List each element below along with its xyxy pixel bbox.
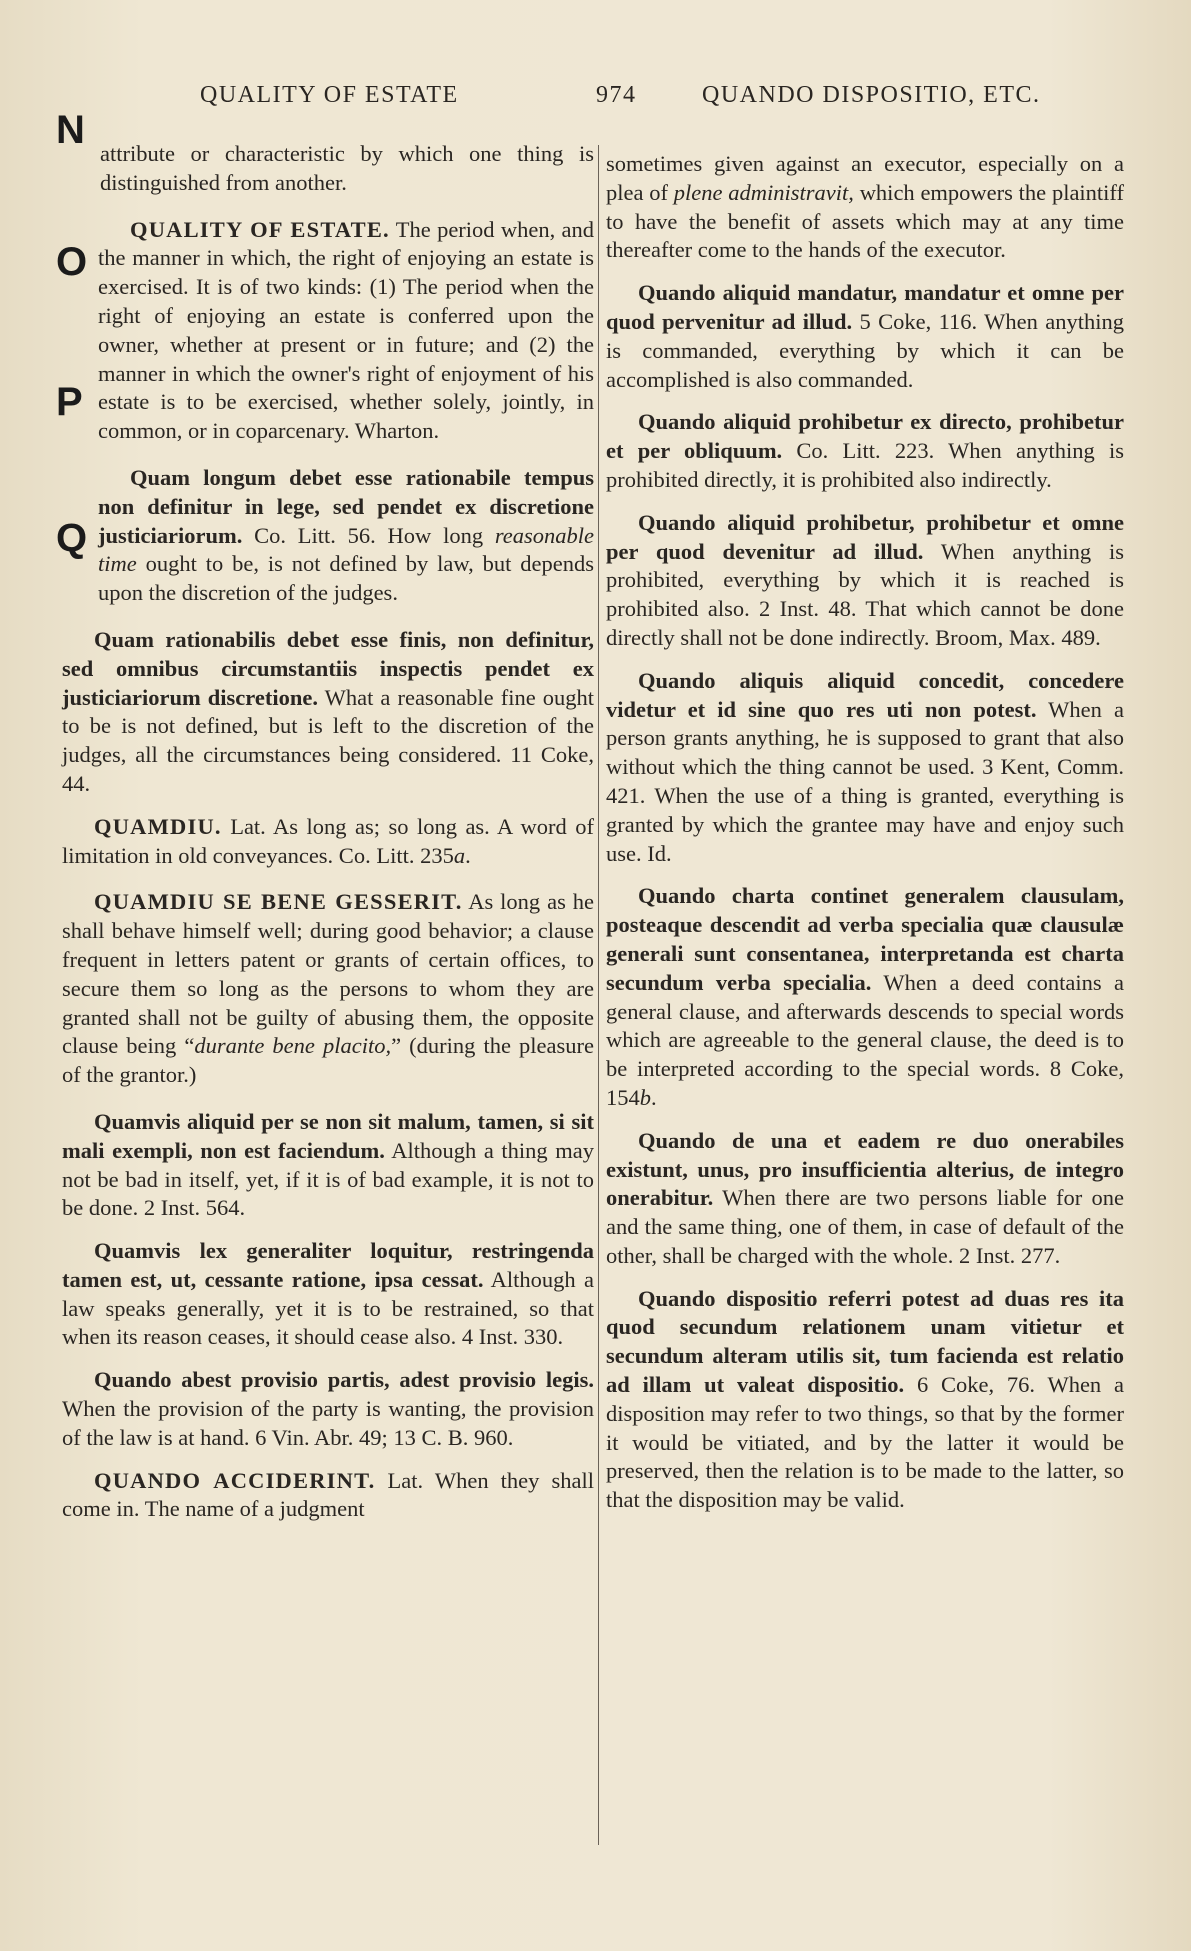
entry-term: QUAMDIU SE BENE GESSERIT. bbox=[94, 889, 463, 915]
right-column bbox=[606, 140, 1124, 1515]
entry-term: Quando abest provisio partis, adest provisio legis. bbox=[94, 1367, 594, 1393]
entry-term: QUALITY OF ESTATE. bbox=[130, 216, 390, 242]
entry-text: attribute or characteristic by which one thing is distinguished from another. bbox=[100, 141, 594, 195]
entry-text: 6 Coke, 76. When a disposition may refer to two things, so that by the former it would be vitiated, and by the latter it would be preserved, then the relation is to be made to the latter, so that the disposition may be valid. bbox=[606, 1372, 1124, 1513]
entry-quamdiu-se-bene-gesserit bbox=[62, 888, 594, 1090]
entry-quam-longum bbox=[98, 464, 594, 608]
entry-term: Quando aliquid prohibetur ex directo, prohibetur et per obliquum. bbox=[606, 409, 1124, 464]
continued-entry-text bbox=[606, 150, 1124, 265]
entry-quamvis-lex bbox=[62, 1237, 594, 1352]
entry-quando-aliquis bbox=[606, 667, 1124, 869]
entry-quamvis-aliquid bbox=[62, 1108, 594, 1223]
running-header bbox=[0, 82, 1191, 122]
entry-text: The period when, and the manner in which, the right of enjoying an estate is exercised. It is of two kinds: (1) The period when the right of enjoying an estate is conferred upon the owner, whether at present or in future; and (2) the manner in which the owner's right of enjoyment of his estate is to be exercised, whether solely, jointly, in common, or in coparcenary. Wharton. bbox=[98, 216, 594, 444]
entry-quando-abest bbox=[62, 1366, 594, 1452]
entry-italic: a bbox=[453, 842, 466, 868]
entry-text: Although a thing may not be bad in itself, yet, if it is of bad example, it is not to be done. 2 Inst. 564. bbox=[62, 1137, 594, 1221]
entry-text: When there are two persons liable for one and the same thing, one of them, in case of default of the other, shall be charged with the whole. 2 Inst. 277. bbox=[606, 1185, 1124, 1268]
entry-term: Quando aliquid mandatur, mandatur et omne per quod pervenitur ad illud. bbox=[606, 280, 1124, 334]
entry-quando-aliquid-mandatur bbox=[606, 279, 1124, 394]
entry-text: sometimes given against an executor, especially on a plea of bbox=[606, 151, 1124, 205]
entry-term: Quando aliquid prohibetur, prohibetur et omne per quod devenitur ad illud. bbox=[606, 509, 1124, 564]
entry-text: When anything is prohibited, everything by which it is reached is prohibited also. 2 Inst. 48. That which cannot be done directly shall not be done indirectly. Broom, Max. 489. bbox=[606, 538, 1124, 650]
entry-quando-dispositio bbox=[606, 1285, 1124, 1515]
thumb-index-letter: Q bbox=[56, 516, 88, 560]
entry-term: Quam rationabilis debet esse finis, non definitur, sed omnibus circumstantiis inspectis pendet ex justiciariorum discretione. bbox=[62, 626, 594, 710]
entry-text: ought to be, is not defined by law, but depends upon the discretion of the judges. bbox=[98, 551, 595, 606]
entry-quam-rationabilis bbox=[62, 626, 594, 799]
entry-quality-of-estate bbox=[98, 216, 594, 446]
entry-quando-aliquid-prohibetur bbox=[606, 509, 1124, 653]
entry-italic: b bbox=[639, 1084, 651, 1110]
page-number: 974 bbox=[596, 82, 637, 108]
thumb-index-letter: N bbox=[56, 108, 85, 152]
thumb-index-letter: O bbox=[56, 240, 88, 284]
thumb-index-letter: P bbox=[56, 380, 83, 424]
left-column bbox=[62, 140, 594, 1524]
entry-term: QUAMDIU. bbox=[94, 813, 222, 839]
entry-quando-charta bbox=[606, 882, 1124, 1112]
entry-text: When the provision of the party is wanting, the provision of the law is at hand. 6 Vin. Abr. 49; 13 C. B. 960. bbox=[62, 1396, 594, 1450]
entry-term: Quamvis lex generaliter loquitur, restringenda tamen est, ut, cessante ratione, ipsa cessat. bbox=[62, 1238, 594, 1292]
entry-quando-aliquid-prohibetur-ex-directo bbox=[606, 408, 1124, 494]
entry-text: which empowers the plaintiff to have the benefit of assets which may at any time thereafter come to the hands of the executor. bbox=[606, 179, 1125, 263]
entry-text: 5 Coke, 116. When anything is commanded, everything by which it can be accomplished is also commanded. bbox=[606, 308, 1124, 392]
entry-text: When a deed contains a general clause, and afterwards descends to special words which are agreeable to the general clause, the deed is to be interpreted according to the special words. 8 Coke, 154 bbox=[606, 969, 1125, 1110]
entry-italic: reasonable time bbox=[98, 522, 594, 577]
entry-italic: plene administravit, bbox=[673, 179, 854, 205]
entry-text: Lat. When they shall come in. The name of a judgment bbox=[62, 1467, 595, 1522]
entry-term: Quam longum debet esse rationabile tempus non definitur in lege, sed pendet ex discretione justiciariorum. bbox=[98, 464, 594, 548]
header-left-guide-word: QUALITY OF ESTATE bbox=[200, 82, 459, 108]
entry-text: Co. Litt. 56. How long bbox=[254, 522, 484, 548]
entry-quando-acciderint bbox=[62, 1467, 594, 1525]
header-right-guide-word: QUANDO DISPOSITIO, ETC. bbox=[702, 82, 1041, 108]
entry-text: ” (during the pleasure of the grantor.) bbox=[62, 1033, 594, 1088]
entry-text: When a person grants anything, he is supposed to grant that also without which the thing cannot be used. 3 Kent, Comm. 421. When the use of a thing is granted, everything is granted by which the grantee may have and enjoy such use. Id. bbox=[606, 696, 1124, 866]
entry-text: As long as he shall behave himself well; during good behavior; a clause frequent in letters patent or grants of certain offices, to secure them so long as the persons to whom they are granted shall not be guilty of abusing them, the opposite clause being “ bbox=[62, 889, 594, 1059]
entry-text: . bbox=[465, 842, 471, 868]
entry-text: What a reasonable fine ought to be is not defined, but is left to the discretion of the judges, all the circumstances being considered. 11 Coke, 44. bbox=[62, 684, 595, 796]
entry-term: QUANDO ACCIDERINT. bbox=[94, 1467, 376, 1493]
entry-term: Quamvis aliquid per se non sit malum, tamen, si sit mali exempli, non est faciendum. bbox=[62, 1108, 594, 1163]
entry-text: Lat. As long as; so long as. A word of limitation in old conveyances. Co. Litt. 235 bbox=[62, 813, 594, 868]
entry-term: Quando de una et eadem re duo onerabiles existunt, unus, pro insufficientia alterius, de integro onerabitur. bbox=[606, 1127, 1124, 1211]
entry-quando-de-una bbox=[606, 1127, 1124, 1271]
entry-term: Quando aliquis aliquid concedit, concedere videtur et id sine quo res uti non potest. bbox=[606, 667, 1124, 722]
entry-quamdiu bbox=[62, 813, 594, 871]
entry-term: Quando charta continet generalem clausulam, posteaque descendit ad verba specialia quæ clausulæ generali sunt consentanea, interpretanda est charta secundum verba specialia. bbox=[606, 883, 1124, 995]
entry-text: Co. Litt. 223. When anything is prohibited directly, it is prohibited also indirectly. bbox=[606, 438, 1124, 492]
column-divider bbox=[598, 145, 599, 1845]
entry-text: . bbox=[651, 1084, 657, 1110]
entry-term: Quando dispositio referri potest ad duas res ita quod secundum relationem unam vitietur et secundum alteram utilis sit, tum facienda est relatio ad illam ut valeat dispositio. bbox=[606, 1285, 1124, 1398]
entry-text: Although a law speaks generally, yet it is to be restrained, so that when its reason ceases, it should cease also. 4 Inst. 330. bbox=[62, 1266, 594, 1350]
continued-entry-text bbox=[100, 140, 594, 198]
entry-italic: durante bene placito, bbox=[194, 1033, 392, 1059]
